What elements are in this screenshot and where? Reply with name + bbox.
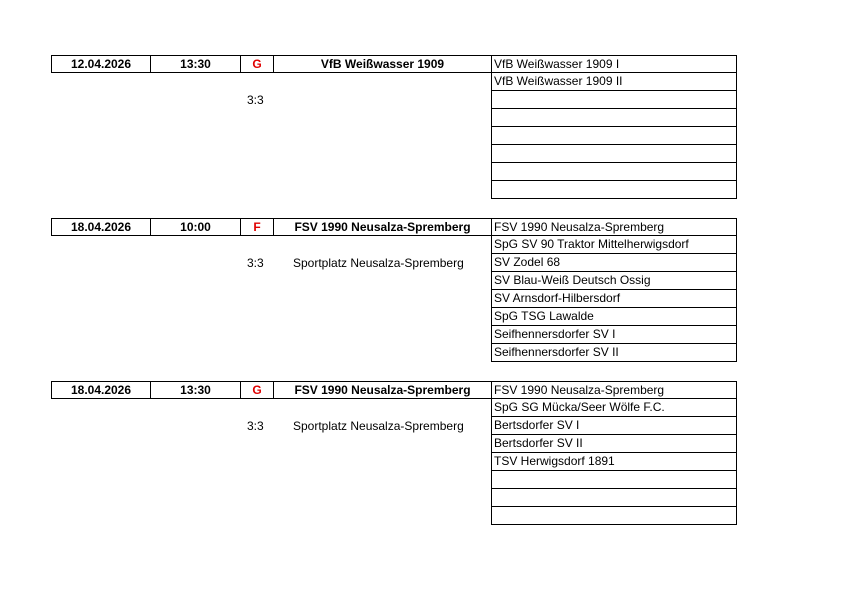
event-time: 13:30 (150, 55, 241, 73)
team-row: VfB Weißwasser 1909 I (491, 55, 737, 73)
event-time: 13:30 (150, 381, 241, 399)
event-type: G (240, 55, 274, 73)
event-venue: Sportplatz Neusalza-Spremberg (293, 256, 464, 270)
team-row (491, 181, 737, 199)
team-row: Bertsdorfer SV II (491, 435, 737, 453)
event-type: F (240, 218, 274, 236)
team-row: SV Blau-Weiß Deutsch Ossig (491, 272, 737, 290)
team-row (491, 127, 737, 145)
event-venue: Sportplatz Neusalza-Spremberg (293, 419, 464, 433)
team-row: SV Zodel 68 (491, 254, 737, 272)
event-date: 12.04.2026 (51, 55, 151, 73)
team-row: Seifhennersdorfer SV I (491, 326, 737, 344)
event-score: 3:3 (247, 256, 264, 270)
team-list (491, 55, 737, 199)
team-row: FSV 1990 Neusalza-Spremberg (491, 218, 737, 236)
team-row: FSV 1990 Neusalza-Spremberg (491, 381, 737, 399)
team-list (491, 218, 737, 362)
event-time: 10:00 (150, 218, 241, 236)
team-row: Seifhennersdorfer SV II (491, 344, 737, 362)
event-host: FSV 1990 Neusalza-Spremberg (273, 381, 492, 399)
team-row: SpG TSG Lawalde (491, 308, 737, 326)
team-row (491, 91, 737, 109)
team-row: Bertsdorfer SV I (491, 417, 737, 435)
event-score: 3:3 (247, 93, 264, 107)
team-row: SV Arnsdorf-Hilbersdorf (491, 290, 737, 308)
event-date: 18.04.2026 (51, 218, 151, 236)
team-row (491, 489, 737, 507)
team-row: VfB Weißwasser 1909 II (491, 73, 737, 91)
team-row (491, 507, 737, 525)
team-row: TSV Herwigsdorf 1891 (491, 453, 737, 471)
event-score: 3:3 (247, 419, 264, 433)
team-list (491, 381, 737, 525)
team-row: SpG SG Mücka/Seer Wölfe F.C. (491, 399, 737, 417)
event-type: G (240, 381, 274, 399)
team-row (491, 471, 737, 489)
team-row: SpG SV 90 Traktor Mittelherwigsdorf (491, 236, 737, 254)
team-row (491, 163, 737, 181)
team-row (491, 145, 737, 163)
event-host: VfB Weißwasser 1909 (273, 55, 492, 73)
event-host: FSV 1990 Neusalza-Spremberg (273, 218, 492, 236)
team-row (491, 109, 737, 127)
event-date: 18.04.2026 (51, 381, 151, 399)
